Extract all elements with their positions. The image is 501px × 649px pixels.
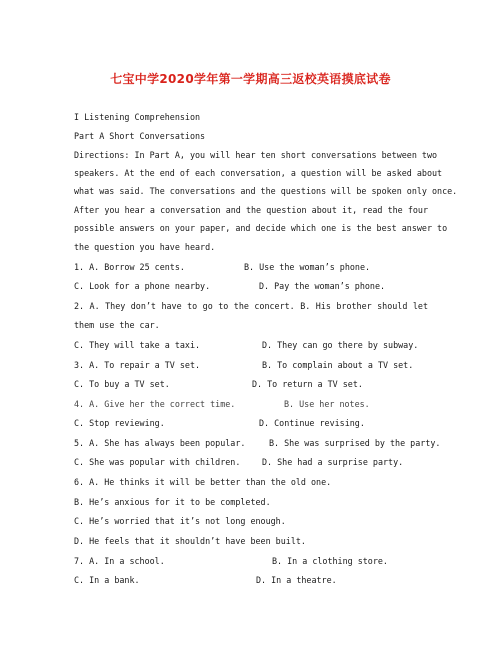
- q6-option-d: D. He feels that it shouldn’t have been built.: [74, 536, 306, 546]
- q2-option-a: 2. A. They don’t have to go to the concert. B. His brother should let: [74, 301, 428, 311]
- q3-option-b: B. To complain about a TV set.: [262, 360, 414, 370]
- part-heading: Part A Short Conversations: [74, 131, 206, 141]
- q5-option-d: D. She had a surprise party.: [262, 457, 404, 467]
- q5-option-b: B. She was surprised by the party.: [269, 438, 441, 448]
- q7-option-c: C. In a bank.: [74, 575, 140, 585]
- q1-option-a: 1. A. Borrow 25 cents.: [74, 262, 185, 272]
- q1-option-b: B. Use the woman’s phone.: [244, 262, 371, 272]
- q4-option-b: B. Use her notes.: [284, 399, 370, 409]
- q6-option-a: 6. A. He thinks it will be better than the old one.: [74, 477, 332, 487]
- q5-option-a: 5. A. She has always been popular.: [74, 438, 246, 448]
- q7-option-a: 7. A. In a school.: [74, 556, 165, 566]
- q2-option-a-cont: them use the car.: [74, 320, 160, 330]
- section-heading: I Listening Comprehension: [74, 112, 201, 122]
- directions-line: speakers. At the end of each conversation, a question will be asked about: [74, 168, 443, 178]
- q6-option-c: C. He’s worried that it’s not long enough.: [74, 516, 286, 526]
- q1-option-c: C. Look for a phone nearby.: [74, 281, 211, 291]
- q4-option-d: D. Continue revising.: [259, 418, 365, 428]
- q5-option-c: C. She was popular with children.: [74, 457, 241, 467]
- q3-option-a: 3. A. To repair a TV set.: [74, 360, 201, 370]
- q7-option-d: D. In a theatre.: [256, 575, 337, 585]
- directions-line: Directions: In Part A, you will hear ten short conversations between two: [74, 150, 438, 160]
- q4-option-c: C. Stop reviewing.: [74, 418, 165, 428]
- directions-line: possible answers on your paper, and decide which one is the best answer to: [74, 223, 448, 233]
- directions-line: what was said. The conversations and the questions will be spoken only once.: [74, 186, 458, 196]
- q4-option-a: 4. A. Give her the correct time.: [74, 399, 236, 409]
- directions-line: After you hear a conversation and the question about it, read the four: [74, 205, 428, 215]
- q2-option-d: D. They can go there by subway.: [262, 340, 419, 350]
- q2-option-c: C. They will take a taxi.: [74, 340, 201, 350]
- page-title: 七宝中学2020学年第一学期高三返校英语摸底试卷: [110, 72, 391, 86]
- q1-option-d: D. Pay the woman’s phone.: [259, 281, 386, 291]
- q3-option-d: D. To return a TV set.: [252, 379, 363, 389]
- directions-line: the question you have heard.: [74, 242, 216, 252]
- q3-option-c: C. To buy a TV set.: [74, 379, 170, 389]
- q7-option-b: B. In a clothing store.: [272, 556, 388, 566]
- q6-option-b: B. He’s anxious for it to be completed.: [74, 497, 271, 507]
